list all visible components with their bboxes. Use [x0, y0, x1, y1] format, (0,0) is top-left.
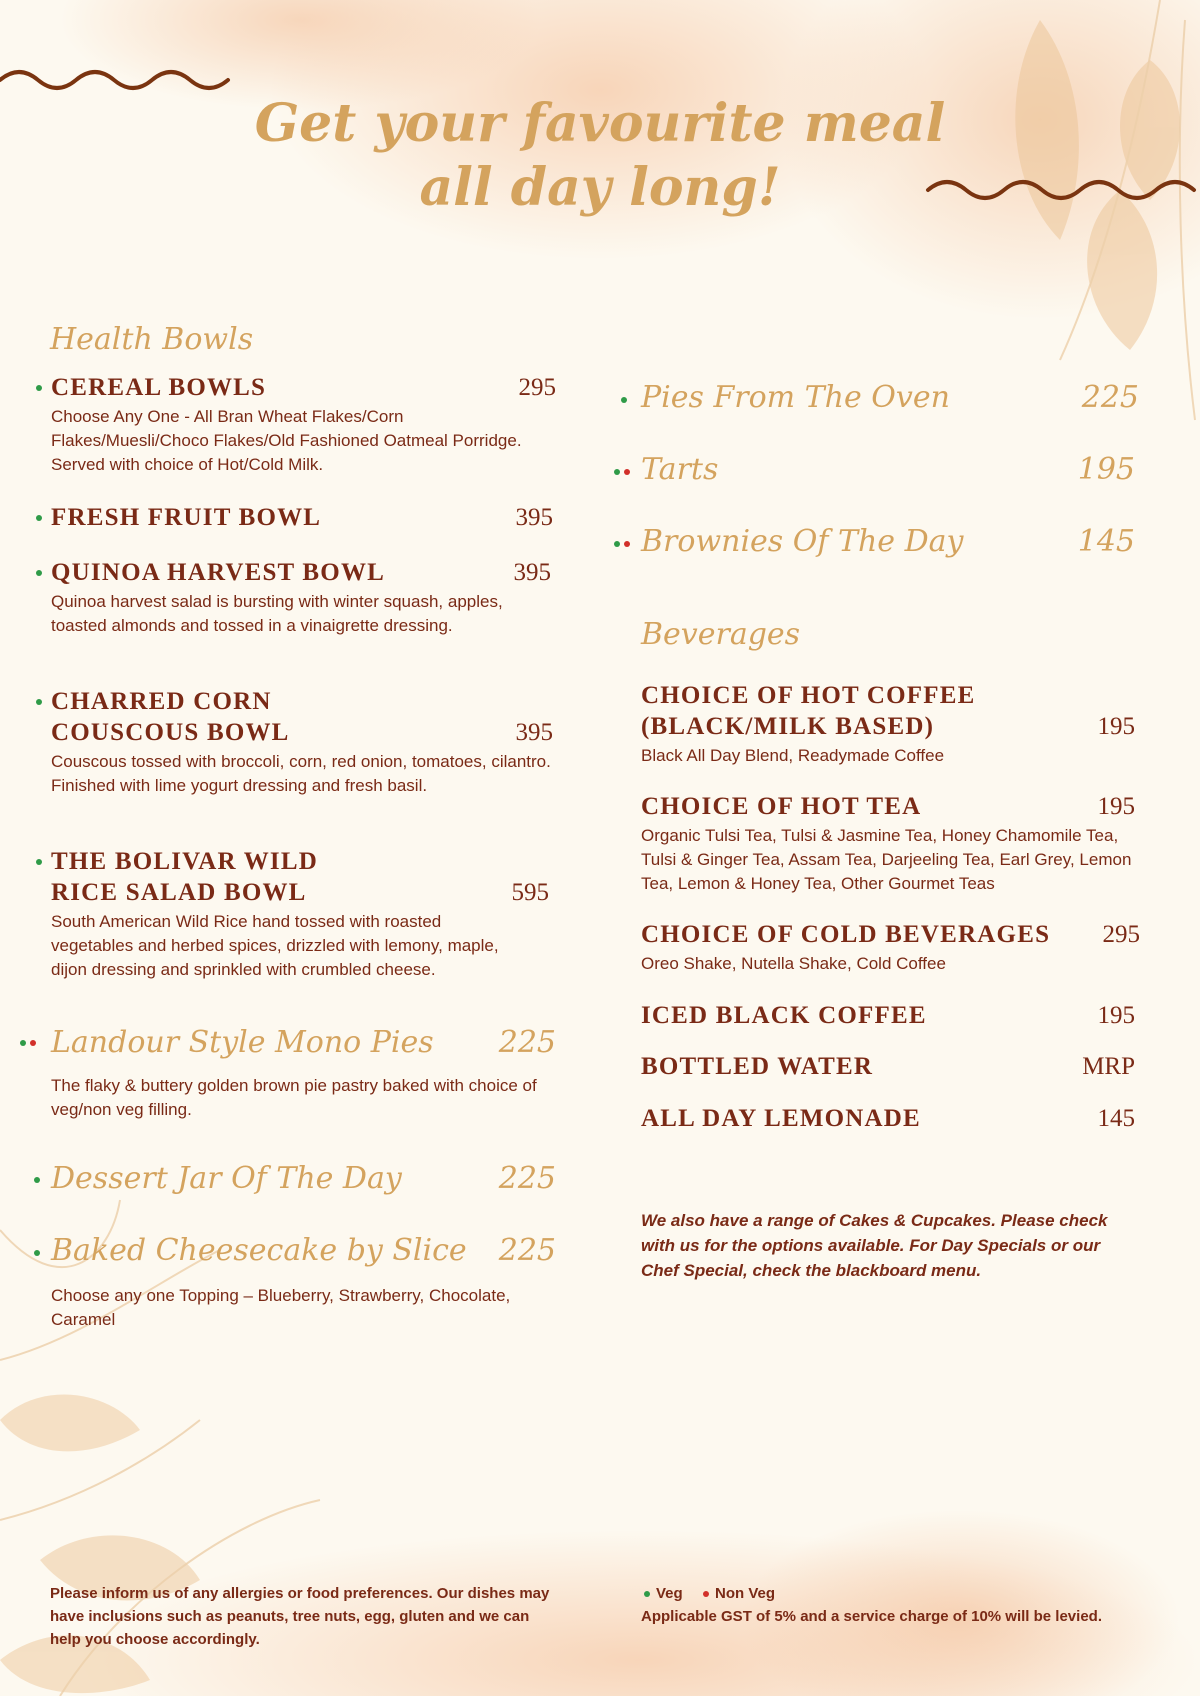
- legend-and-tax: [641, 1582, 1181, 1628]
- item-name-line-1: CHARRED CORN: [51, 688, 272, 715]
- cakes-note: We also have a range of Cakes & Cupcakes. Please check with us for the options available. For Day Specials or our Chef Special, check the blackboard menu.: [641, 1211, 1108, 1280]
- diet-legend: [641, 1582, 1181, 1605]
- veg-dot-icon: [621, 397, 627, 403]
- beverage-hot-tea: [641, 791, 1135, 896]
- headline-line-1: Get your favourite meal: [254, 93, 946, 154]
- item-description: Organic Tulsi Tea, Tulsi & Jasmine Tea, Honey Chamomile Tea, Tulsi & Ginger Tea, Assam Tea, Darjeeling Tea, Earl Grey, Lemon Tea, Lemon & Honey Tea, Other Gourmet Teas: [641, 826, 1132, 893]
- item-name-line-2: RICE SALAD BOWL: [51, 879, 307, 906]
- item-price: 195: [1097, 793, 1135, 820]
- menu-item-fresh-fruit-bowl: [51, 502, 553, 533]
- item-price: MRP: [1082, 1053, 1135, 1080]
- item-name: ALL DAY LEMONADE: [641, 1105, 921, 1132]
- menu-item-baked-cheesecake: [51, 1232, 556, 1332]
- item-name: Tarts: [641, 452, 719, 487]
- item-name: CEREAL BOWLS: [51, 374, 267, 401]
- item-name: CHOICE OF COLD BEVERAGES: [641, 921, 1051, 948]
- item-price: 395: [515, 719, 553, 746]
- item-price: 145: [1077, 524, 1135, 559]
- section-title-health-bowls: Health Bowls: [50, 322, 254, 357]
- item-price: 395: [515, 504, 553, 531]
- beverage-cold-beverages: [641, 919, 1140, 976]
- item-name: QUINOA HARVEST BOWL: [51, 559, 386, 586]
- item-name: Baked Cheesecake by Slice: [51, 1233, 467, 1268]
- menu-item-landour-mono-pies: [51, 1024, 556, 1122]
- item-price: 395: [513, 559, 551, 586]
- item-price: 595: [511, 879, 549, 906]
- item-name-line-1: THE BOLIVAR WILD: [51, 848, 318, 875]
- veg-dot-icon: [34, 1177, 40, 1183]
- menu-item-dessert-jar: [51, 1160, 556, 1198]
- item-description: Quinoa harvest salad is bursting with winter squash, apples, toasted almonds and tossed in a vinaigrette dressing.: [51, 592, 503, 635]
- item-price: 195: [1077, 452, 1135, 487]
- veg-dot-icon: [614, 469, 620, 475]
- item-price: 295: [518, 374, 556, 401]
- item-description: Choose any one Topping – Blueberry, Strawberry, Chocolate, Caramel: [51, 1286, 511, 1329]
- beverage-bottled-water: [641, 1051, 1135, 1082]
- item-name: Dessert Jar Of The Day: [51, 1161, 402, 1196]
- nonveg-dot-icon: [624, 469, 630, 475]
- menu-item-tarts: [641, 451, 1135, 489]
- beverage-all-day-lemonade: [641, 1103, 1135, 1134]
- item-price: 195: [1097, 1002, 1135, 1029]
- item-description: Couscous tossed with broccoli, corn, red onion, tomatoes, cilantro. Finished with lime yogurt dressing and fresh basil.: [51, 752, 551, 795]
- veg-dot-icon: [36, 570, 42, 576]
- legend-veg-label: Veg: [656, 1585, 683, 1602]
- veg-dot-icon: [36, 859, 42, 865]
- item-name: FRESH FRUIT BOWL: [51, 504, 322, 531]
- item-name: CHOICE OF HOT TEA: [641, 793, 922, 820]
- item-price: 225: [498, 1161, 556, 1196]
- item-description: Choose Any One - All Bran Wheat Flakes/Corn Flakes/Muesli/Choco Flakes/Old Fashioned Oatmeal Porridge. Served with choice of Hot/Cold Milk.: [51, 407, 522, 474]
- beverage-hot-coffee: [641, 680, 1135, 768]
- menu-item-charred-corn-couscous-bowl: [51, 686, 553, 798]
- nonveg-dot-icon: [624, 541, 630, 547]
- item-description: Oreo Shake, Nutella Shake, Cold Coffee: [641, 954, 946, 973]
- item-name-line-1: CHOICE OF HOT COFFEE: [641, 682, 976, 709]
- item-description: The flaky & buttery golden brown pie pastry baked with choice of veg/non veg filling.: [51, 1076, 537, 1119]
- menu-item-cereal-bowls: [51, 372, 556, 477]
- beverage-iced-black-coffee: [641, 1000, 1135, 1031]
- item-name: BOTTLED WATER: [641, 1053, 874, 1080]
- veg-dot-icon: [614, 541, 620, 547]
- item-name: Pies From The Oven: [641, 380, 950, 415]
- allergy-notice: Please inform us of any allergies or food preferences. Our dishes may have inclusions such as peanuts, tree nuts, egg, gluten and we can help you choose accordingly.: [50, 1585, 550, 1648]
- item-price: 195: [1097, 713, 1135, 740]
- veg-dot-icon: [36, 385, 42, 391]
- tax-notice: Applicable GST of 5% and a service charge of 10% will be levied.: [641, 1608, 1102, 1625]
- headline-line-2: all day long!: [419, 157, 781, 218]
- item-price: 225: [498, 1233, 556, 1268]
- menu-item-bolivar-wild-rice-salad-bowl: [51, 846, 549, 982]
- headline: [230, 92, 970, 220]
- veg-dot-icon: [644, 1591, 650, 1597]
- veg-dot-icon: [36, 699, 42, 705]
- menu-item-pies-from-the-oven: [641, 379, 1139, 417]
- item-name: Brownies Of The Day: [641, 524, 964, 559]
- veg-dot-icon: [20, 1040, 26, 1046]
- item-name-line-2: (BLACK/MILK BASED): [641, 713, 935, 740]
- menu-item-brownies: [641, 523, 1135, 561]
- item-price: 225: [498, 1025, 556, 1060]
- legend-nonveg-label: Non Veg: [715, 1585, 776, 1602]
- nonveg-dot-icon: [30, 1040, 36, 1046]
- item-name-line-2: COUSCOUS BOWL: [51, 719, 290, 746]
- nonveg-dot-icon: [703, 1591, 709, 1597]
- item-name: Landour Style Mono Pies: [51, 1025, 434, 1060]
- veg-dot-icon: [36, 515, 42, 521]
- item-description: South American Wild Rice hand tossed with roasted vegetables and herbed spices, drizzled with lemony, maple, dijon dressing and sprinkled with crumbled cheese.: [51, 912, 499, 979]
- item-name: ICED BLACK COFFEE: [641, 1002, 927, 1029]
- menu-item-quinoa-harvest-bowl: [51, 557, 551, 638]
- section-title-beverages: Beverages: [641, 617, 801, 652]
- veg-dot-icon: [34, 1250, 40, 1256]
- item-price: 295: [1102, 921, 1140, 948]
- item-price: 145: [1097, 1105, 1135, 1132]
- item-price: 225: [1081, 380, 1139, 415]
- item-description: Black All Day Blend, Readymade Coffee: [641, 746, 945, 765]
